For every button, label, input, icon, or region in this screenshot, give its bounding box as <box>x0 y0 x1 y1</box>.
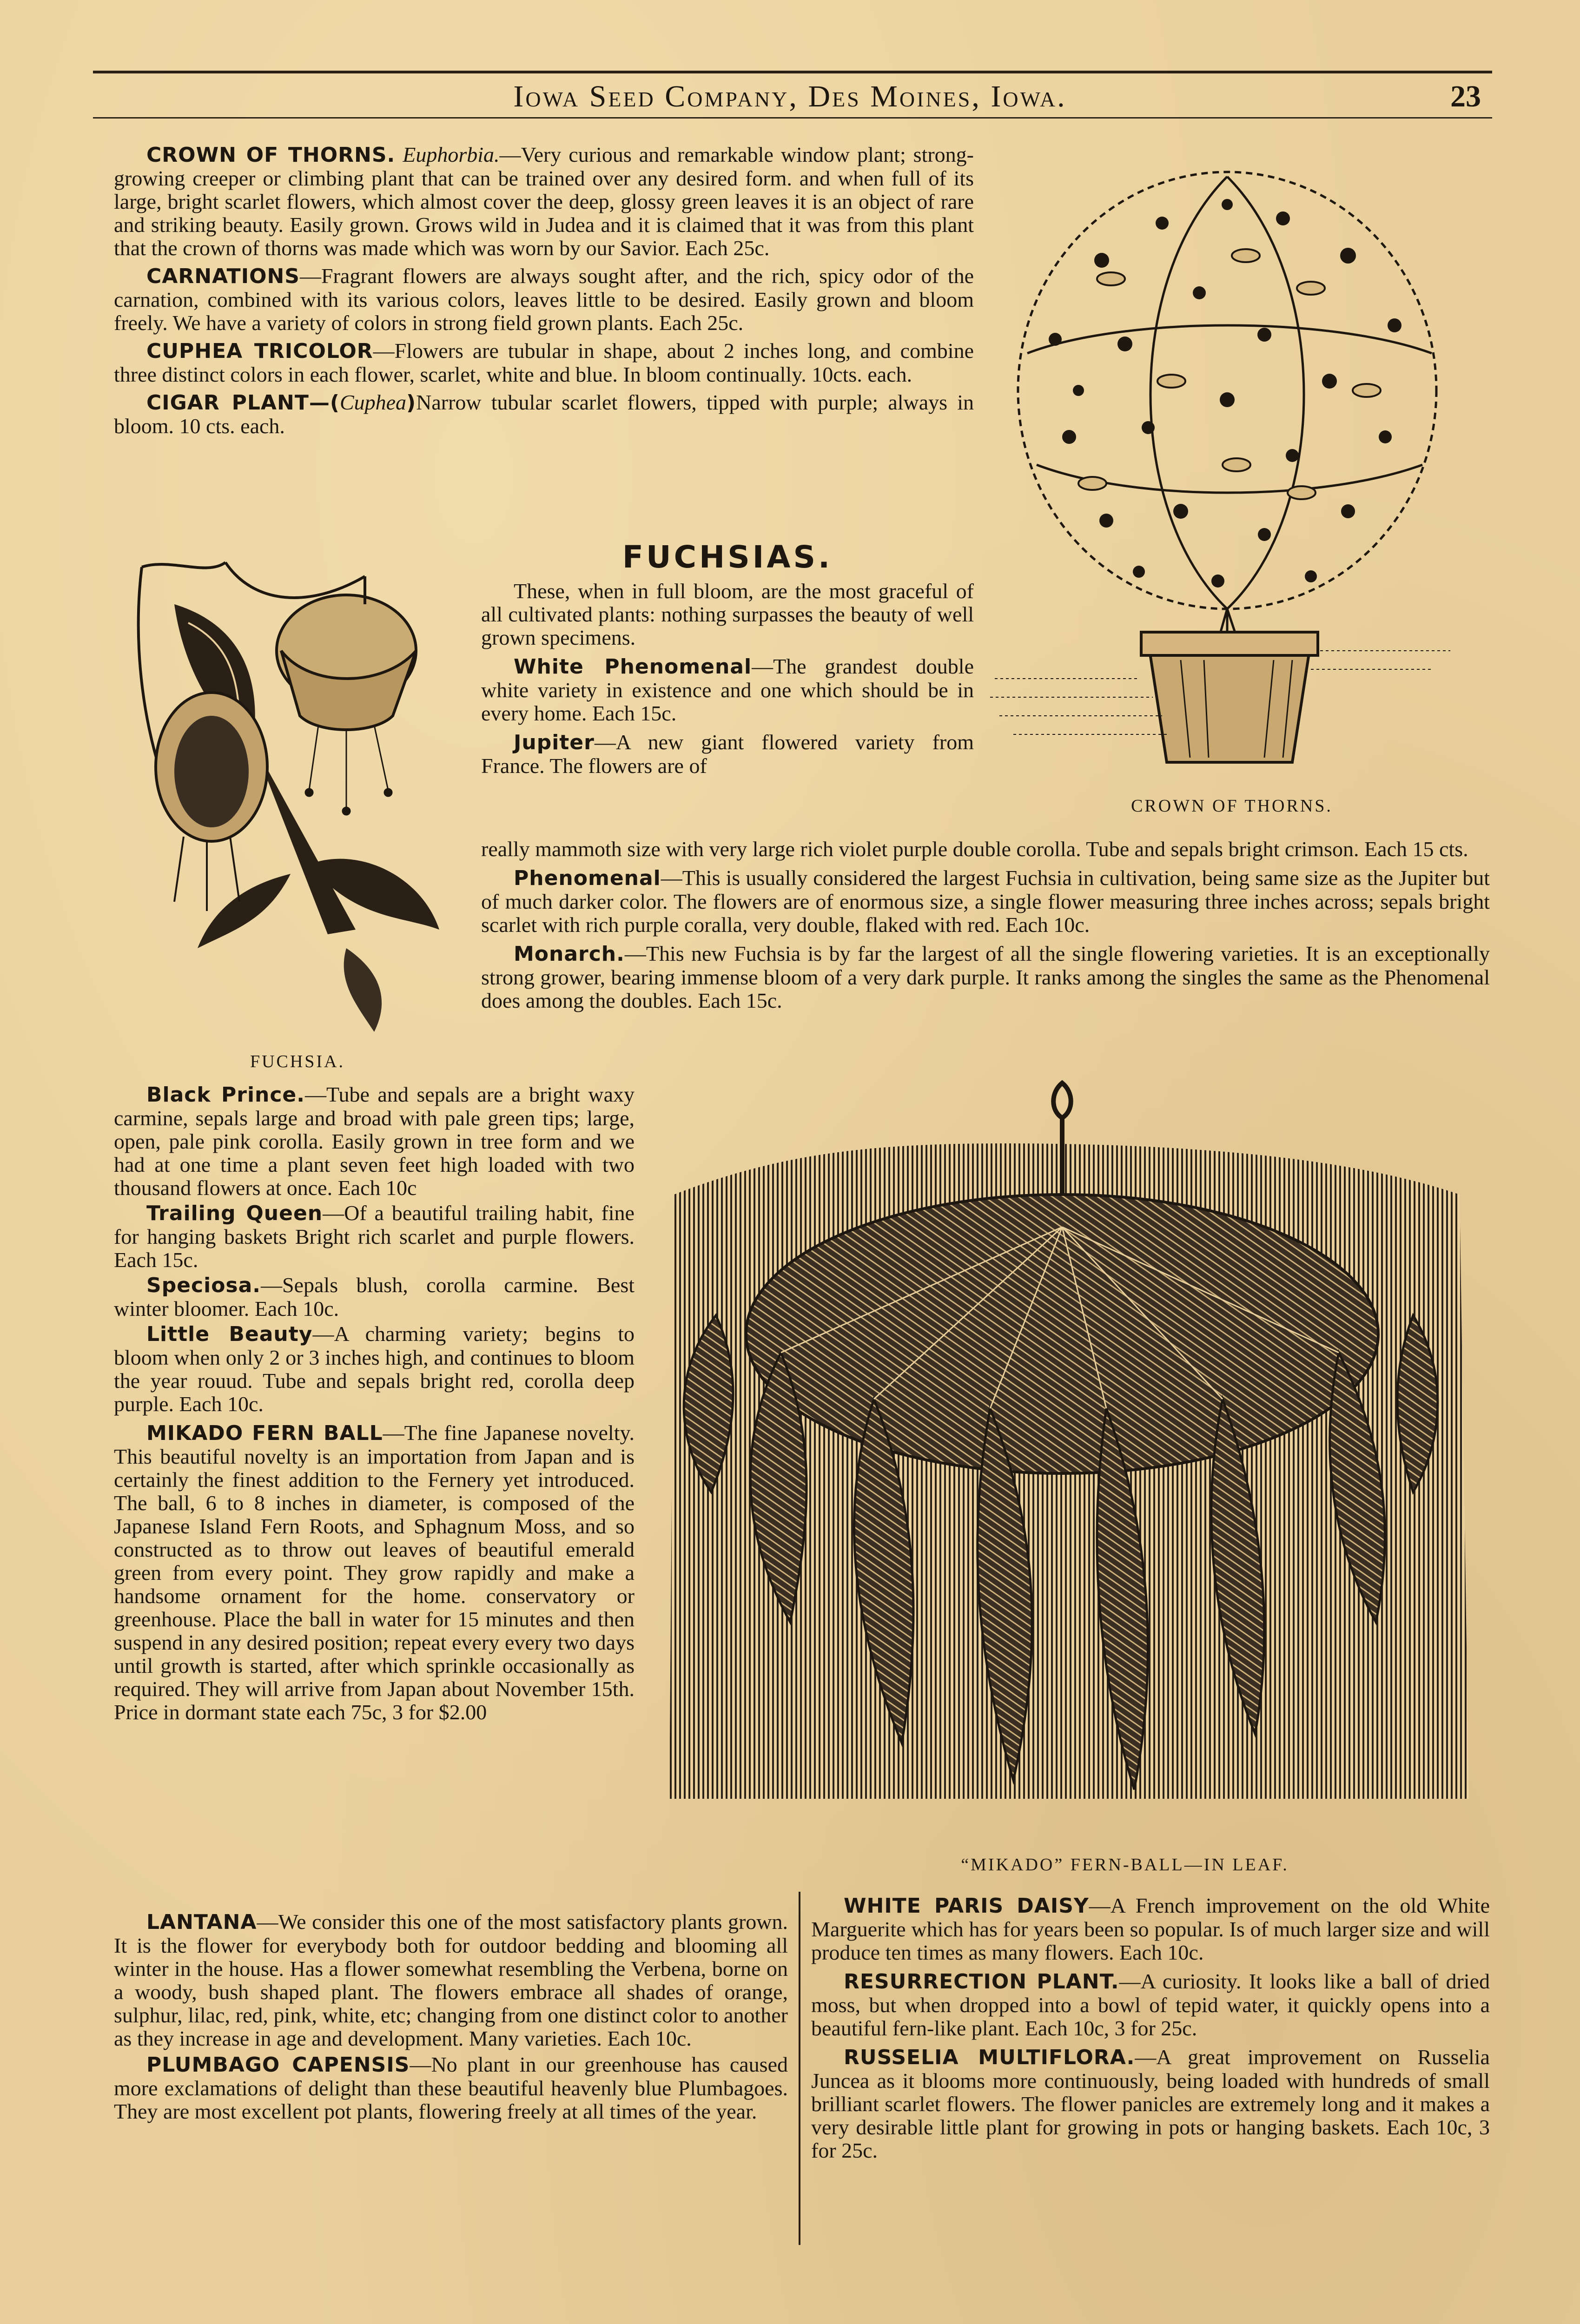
entry-name: RUSSELIA MULTIFLORA. <box>844 2046 1135 2069</box>
entry-lantana <box>114 1910 788 2050</box>
entry-latin: Euphorbia. <box>403 143 500 166</box>
entry-crown-of-thorns <box>114 143 974 260</box>
page-number: 23 <box>1450 79 1481 113</box>
entry-white-phenomenal <box>481 655 974 725</box>
entry-trailing-queen <box>114 1202 635 1272</box>
entry-text: —A new giant flowered variety from France. The flowers are of <box>481 730 974 778</box>
entry-little-beauty <box>114 1322 635 1416</box>
crown-of-thorns-illustration <box>985 139 1464 772</box>
entry-text: —No plant in our greenhouse has caused more exclamations of delight than these beautiful heavenly blue Plumbagoes. They are most excellent pot plants, flowering freely at all times of the year. <box>114 2053 788 2123</box>
section-heading: FUCHSIAS. <box>622 539 833 575</box>
entry-text: —Very curious and remarkable window plant; strong-growing creeper or climbing plant that can be trained over any desired form. and when full of its large, bright scarlet flowers, which almost cover the deep, glossy green leaves it is an object of rare and striking beauty. Easily grown. Grows wild in Judea and it is claimed that it was from this plant that the crown of thorns was made which was worn by our Savior. Each 25c. <box>114 143 974 260</box>
header-rule-top <box>93 71 1492 73</box>
entry-cigar-plant: CIGAR PLANT—(Cuphea)Narrow tubular scarlet flowers, tipped with purple; always in bloom. 10 cts. each. <box>114 390 974 438</box>
bottom-right-column <box>811 1894 1490 2162</box>
top-left-column <box>114 143 974 438</box>
mikado-fern-ball-illustration <box>641 1074 1492 1841</box>
entry-text: —Sepals blush, corolla carmine. Best winter bloomer. Each 10c. <box>114 1273 635 1320</box>
entry-jupiter <box>481 731 974 778</box>
entry-name: Phenomenal <box>514 866 661 890</box>
entry-name: LANTANA <box>146 1910 257 1934</box>
entry-monarch <box>481 942 1490 1012</box>
caption-mikado: “MIKADO” FERN-BALL—IN LEAF. <box>961 1855 1289 1875</box>
entry-name: White Phenomenal <box>514 655 752 679</box>
fuchsias-wide-block <box>481 838 1490 1012</box>
running-head: Iowa Seed Company, Des Moines, Iowa. <box>513 79 1067 113</box>
left-column-lower <box>114 1083 635 1724</box>
bottom-left-column <box>114 1910 788 2123</box>
entry-mikado-fern-ball <box>114 1421 635 1724</box>
entry-text: —This new Fuchsia is by far the largest of all the single flowering varieties. It is an exceptionally strong grower, bearing immense bloom of a very dark purple. It ranks among the singles the same as the Phenomenal does among the doubles. Each 15c. <box>481 942 1490 1012</box>
entry-name: Jupiter <box>514 731 595 754</box>
entry-text: —Of a beautiful trailing habit, fine for hanging baskets Bright rich scarlet and purple flowers. Each 15c. <box>114 1201 635 1272</box>
entry-text: —The fine Japanese novelty. This beautiful novelty is an importation from Japan and is certainly the finest addition to the Fernery yet introduced. The ball, 6 to 8 inches in diameter, is composed of the Japanese Island Fern Roots, and Sphagnum Moss, and so constructed as to throw out leaves of beautiful emerald green from every point. They grow rapidly and make a handsome ornament for the home. conservatory or greenhouse. Place the ball in water for 15 minutes and then suspend in any desired position; repeat every every two days until growth is started, after which sprinkle occasionally as required. They will arrive from Japan about November 15th. Price in dormant state each 75c, 3 for $2.00 <box>114 1421 635 1724</box>
entry-name: Speciosa. <box>146 1274 261 1297</box>
entry-text: —A curiosity. It looks like a ball of dried moss, but when dropped into a bowl of tepid water, it quickly opens into a beautiful fern-like plant. Each 10c, 3 for 25c. <box>811 1969 1490 2040</box>
fuchsias-intro: These, when in full bloom, are the most graceful of all cultivated plants: nothing surpasses the beauty of well grown specimens. <box>481 579 974 649</box>
caption-crown-of-thorns: CROWN OF THORNS. <box>1131 796 1333 816</box>
entry-name: MIKADO FERN BALL <box>146 1421 383 1445</box>
entry-name: Black Prince. <box>146 1083 305 1107</box>
fuchsia-illustration <box>114 548 472 1046</box>
entry-resurrection-plant <box>811 1970 1490 2040</box>
entry-text: —A great improvement on Russelia Juncea as it blooms more continuously, being loaded with hundreds of small brilliant scarlet flowers. The flower panicles are extremely long and it makes a very desirable little plant for growing in pots or hanging baskets. Each 10c, 3 for 25c. <box>811 2045 1490 2162</box>
entry-name: WHITE PARIS DAISY <box>844 1894 1089 1918</box>
entry-text: —A French improvement on the old White Marguerite which has for years been so popular. Is of much larger size and will produce ten times as many flowers. Each 10c. <box>811 1894 1490 1964</box>
entry-carnations <box>114 264 974 335</box>
entry-name: Trailing Queen <box>146 1202 323 1225</box>
entry-name: Monarch. <box>514 942 625 966</box>
entry-name: CUPHEA TRICOLOR <box>146 339 373 363</box>
entry-text: —A charming variety; begins to bloom when only 2 or 3 inches high, and continues to bloom the year rouud. Tube and sepals bright red, corolla deep purple. Each 10c. <box>114 1322 635 1416</box>
entry-plumbago-capensis <box>114 2053 788 2123</box>
column-divider <box>799 1892 800 2245</box>
entry-name: PLUMBAGO CAPENSIS <box>146 2053 410 2077</box>
entry-name: Little Beauty <box>146 1322 313 1346</box>
entry-text: —This is usually considered the largest Fuchsia in cultivation, being same size as the Jupiter but of much darker color. The flowers are of enormous size, a single flower measuring three inches across; sepals bright scarlet with rich purple coralla, very double, flaked with red. Each 10c. <box>481 866 1490 937</box>
entry-name: CARNATIONS <box>146 264 300 288</box>
entry-text: —Tube and sepals are a bright waxy carmine, sepals large and broad with pale green tips; large, open, pale pink corolla. Easily grown in tree form and we had at one time a plant seven feet high loaded with two thousand flowers at once. Each 10c <box>114 1083 635 1200</box>
header-rule-bottom <box>93 117 1492 119</box>
entry-cuphea-tricolor <box>114 339 974 386</box>
entry-text: —Fragrant flowers are always sought after, and the rich, spicy odor of the carnation, combined with its various colors, leaves little to be desired. Easily grown and bloom freely. We have a variety of colors in strong field grown plants. Each 25c. <box>114 264 974 335</box>
entry-name: CROWN OF THORNS. <box>146 143 396 167</box>
entry-name: RESURRECTION PLANT. <box>844 1970 1119 1994</box>
entry-speciosa <box>114 1274 635 1320</box>
entry-black-prince <box>114 1083 635 1200</box>
fuchsias-section <box>481 539 974 778</box>
entry-russelia-multiflora <box>811 2046 1490 2162</box>
caption-fuchsia: FUCHSIA. <box>250 1052 345 1071</box>
entry-text: Narrow tubular scarlet flowers, tipped with purple; always in bloom. 10 cts. each. <box>114 390 974 438</box>
entry-name: CIGAR PLANT <box>146 391 309 415</box>
entry-text: —The grandest double white variety in existence and one which should be in every home. Each 15c. <box>481 654 974 725</box>
entry-latin: Cuphea <box>339 390 407 414</box>
entry-text: —Flowers are tubular in shape, about 2 inches long, and combine three distinct colors in each flower, scarlet, white and blue. In bloom continually. 10cts. each. <box>114 339 974 386</box>
entry-text: —We consider this one of the most satisfactory plants grown. It is the flower for everybody both for outdoor bedding and blooming all winter in the house. Has a flower somewhat resembling the Verbena, borne on a woody, bush shaped plant. The flowers embrace all shades of orange, sulphur, lilac, red, pink, white, etc; changing from one distinct color to another as they increase in age and development. Many varieties. Each 10c. <box>114 1910 788 2050</box>
entry-jupiter-continued: really mammoth size with very large rich violet purple double corolla. Tube and sepals bright crimson. Each 15 cts. <box>481 837 1468 861</box>
entry-phenomenal <box>481 866 1490 937</box>
entry-white-paris-daisy <box>811 1894 1490 1964</box>
